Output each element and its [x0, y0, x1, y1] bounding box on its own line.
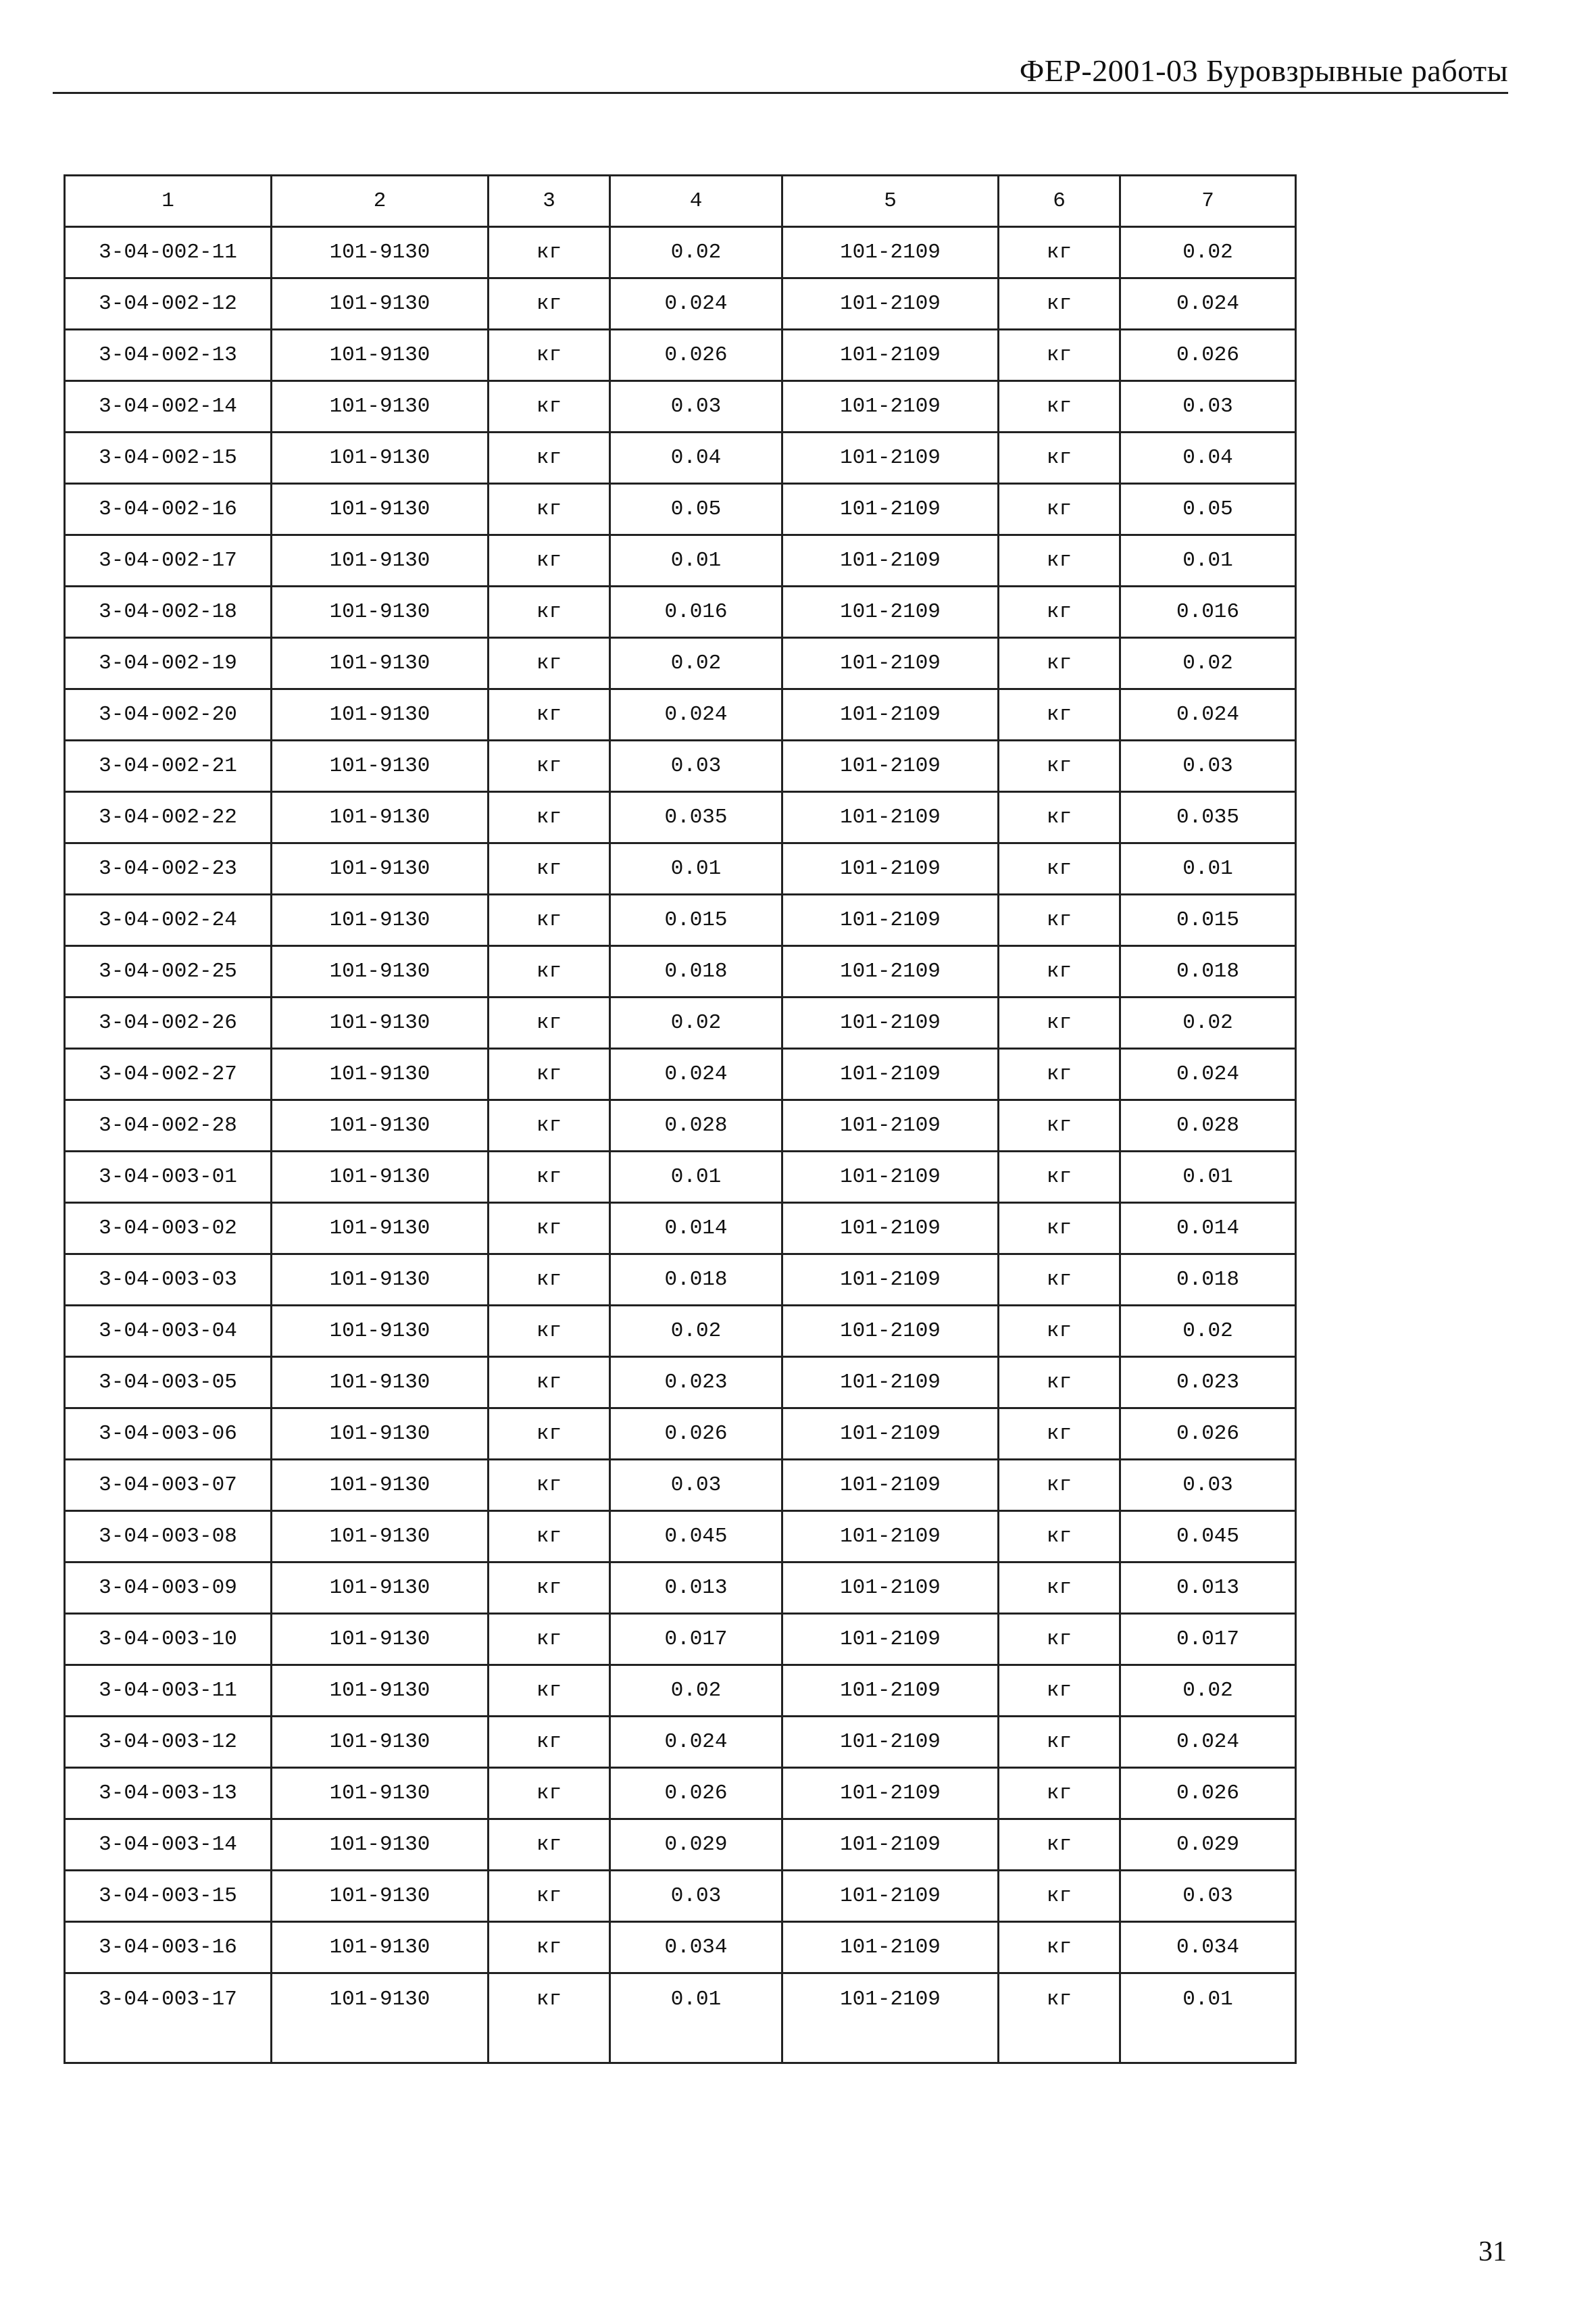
quantity-1-cell: 0.024: [610, 1049, 782, 1100]
material-code-2-cell: 101-2109: [782, 638, 999, 689]
rate-code-cell: 3-04-003-12: [65, 1717, 272, 1768]
unit-2-cell: кг: [999, 1408, 1120, 1460]
table-row: [65, 1152, 1296, 1203]
rate-code-cell: 3-04-002-12: [65, 278, 272, 330]
quantity-2-cell: 0.024: [1120, 1049, 1296, 1100]
quantity-1-cell: 0.018: [610, 1254, 782, 1306]
quantity-1-cell: 0.01: [610, 843, 782, 895]
quantity-2-cell: 0.017: [1120, 1614, 1296, 1665]
quantity-1-cell: 0.013: [610, 1562, 782, 1614]
material-code-1-cell: 101-9130: [272, 381, 489, 433]
table-row: [65, 1254, 1296, 1306]
quantity-2-cell: 0.013: [1120, 1562, 1296, 1614]
quantity-1-cell: 0.01: [610, 1973, 782, 2063]
material-code-1-cell: 101-9130: [272, 1152, 489, 1203]
material-code-1-cell: 101-9130: [272, 1922, 489, 1973]
table-row: [65, 433, 1296, 484]
column-header: 1: [65, 176, 272, 227]
quantity-1-cell: 0.03: [610, 381, 782, 433]
unit-2-cell: кг: [999, 330, 1120, 381]
rate-code-cell: 3-04-002-19: [65, 638, 272, 689]
material-code-1-cell: 101-9130: [272, 1871, 489, 1922]
material-code-2-cell: 101-2109: [782, 1152, 999, 1203]
quantity-2-cell: 0.024: [1120, 1717, 1296, 1768]
material-code-1-cell: 101-9130: [272, 1562, 489, 1614]
rate-code-cell: 3-04-003-03: [65, 1254, 272, 1306]
rate-code-cell: 3-04-003-02: [65, 1203, 272, 1254]
quantity-2-cell: 0.028: [1120, 1100, 1296, 1152]
unit-2-cell: кг: [999, 381, 1120, 433]
unit-2-cell: кг: [999, 741, 1120, 792]
quantity-1-cell: 0.02: [610, 227, 782, 278]
quantity-1-cell: 0.01: [610, 1152, 782, 1203]
quantity-2-cell: 0.02: [1120, 227, 1296, 278]
material-code-2-cell: 101-2109: [782, 1614, 999, 1665]
material-code-2-cell: 101-2109: [782, 1460, 999, 1511]
material-code-1-cell: 101-9130: [272, 1511, 489, 1562]
rate-code-cell: 3-04-003-04: [65, 1306, 272, 1357]
material-code-1-cell: 101-9130: [272, 1614, 489, 1665]
table-header-row: [65, 176, 1296, 227]
quantity-1-cell: 0.017: [610, 1614, 782, 1665]
table-row: [65, 1511, 1296, 1562]
quantity-2-cell: 0.01: [1120, 1152, 1296, 1203]
material-code-1-cell: 101-9130: [272, 433, 489, 484]
rate-code-cell: 3-04-003-17: [65, 1973, 272, 2063]
unit-1-cell: кг: [489, 1306, 610, 1357]
table-body: [65, 227, 1296, 2063]
quantity-2-cell: 0.02: [1120, 1306, 1296, 1357]
quantity-2-cell: 0.01: [1120, 1973, 1296, 2063]
rate-code-cell: 3-04-003-01: [65, 1152, 272, 1203]
material-code-1-cell: 101-9130: [272, 1819, 489, 1871]
unit-1-cell: кг: [489, 535, 610, 587]
quantity-1-cell: 0.029: [610, 1819, 782, 1871]
unit-1-cell: кг: [489, 792, 610, 843]
resource-table: [64, 174, 1297, 2064]
unit-1-cell: кг: [489, 1922, 610, 1973]
quantity-2-cell: 0.03: [1120, 1460, 1296, 1511]
material-code-2-cell: 101-2109: [782, 1511, 999, 1562]
quantity-1-cell: 0.03: [610, 741, 782, 792]
quantity-1-cell: 0.026: [610, 1408, 782, 1460]
quantity-2-cell: 0.02: [1120, 998, 1296, 1049]
rate-code-cell: 3-04-002-24: [65, 895, 272, 946]
rate-code-cell: 3-04-002-11: [65, 227, 272, 278]
unit-2-cell: кг: [999, 689, 1120, 741]
table-row: [65, 1203, 1296, 1254]
table-row: [65, 1562, 1296, 1614]
material-code-2-cell: 101-2109: [782, 484, 999, 535]
quantity-1-cell: 0.03: [610, 1460, 782, 1511]
material-code-2-cell: 101-2109: [782, 689, 999, 741]
rate-code-cell: 3-04-003-14: [65, 1819, 272, 1871]
material-code-1-cell: 101-9130: [272, 587, 489, 638]
rate-code-cell: 3-04-002-21: [65, 741, 272, 792]
material-code-1-cell: 101-9130: [272, 1100, 489, 1152]
material-code-2-cell: 101-2109: [782, 1871, 999, 1922]
material-code-2-cell: 101-2109: [782, 381, 999, 433]
table-row: [65, 1100, 1296, 1152]
unit-2-cell: кг: [999, 278, 1120, 330]
material-code-1-cell: 101-9130: [272, 535, 489, 587]
material-code-2-cell: 101-2109: [782, 278, 999, 330]
rate-code-cell: 3-04-002-22: [65, 792, 272, 843]
unit-2-cell: кг: [999, 843, 1120, 895]
unit-2-cell: кг: [999, 1306, 1120, 1357]
quantity-2-cell: 0.03: [1120, 741, 1296, 792]
unit-1-cell: кг: [489, 1254, 610, 1306]
unit-2-cell: кг: [999, 1152, 1120, 1203]
unit-2-cell: кг: [999, 1871, 1120, 1922]
table-row: [65, 1973, 1296, 2063]
material-code-1-cell: 101-9130: [272, 227, 489, 278]
material-code-1-cell: 101-9130: [272, 278, 489, 330]
rate-code-cell: 3-04-002-15: [65, 433, 272, 484]
material-code-2-cell: 101-2109: [782, 1203, 999, 1254]
quantity-2-cell: 0.018: [1120, 1254, 1296, 1306]
table-row: [65, 1717, 1296, 1768]
unit-1-cell: кг: [489, 587, 610, 638]
quantity-1-cell: 0.05: [610, 484, 782, 535]
material-code-2-cell: 101-2109: [782, 741, 999, 792]
unit-1-cell: кг: [489, 433, 610, 484]
rate-code-cell: 3-04-002-23: [65, 843, 272, 895]
material-code-1-cell: 101-9130: [272, 638, 489, 689]
rate-code-cell: 3-04-002-28: [65, 1100, 272, 1152]
table-row: [65, 1768, 1296, 1819]
material-code-1-cell: 101-9130: [272, 1357, 489, 1408]
material-code-2-cell: 101-2109: [782, 535, 999, 587]
rate-code-cell: 3-04-003-09: [65, 1562, 272, 1614]
unit-1-cell: кг: [489, 741, 610, 792]
unit-1-cell: кг: [489, 227, 610, 278]
column-header: 4: [610, 176, 782, 227]
quantity-1-cell: 0.015: [610, 895, 782, 946]
material-code-1-cell: 101-9130: [272, 1973, 489, 2063]
quantity-1-cell: 0.03: [610, 1871, 782, 1922]
quantity-1-cell: 0.024: [610, 689, 782, 741]
rate-code-cell: 3-04-002-13: [65, 330, 272, 381]
quantity-2-cell: 0.01: [1120, 843, 1296, 895]
quantity-1-cell: 0.018: [610, 946, 782, 998]
unit-2-cell: кг: [999, 1100, 1120, 1152]
material-code-1-cell: 101-9130: [272, 946, 489, 998]
quantity-1-cell: 0.034: [610, 1922, 782, 1973]
unit-1-cell: кг: [489, 330, 610, 381]
material-code-2-cell: 101-2109: [782, 1408, 999, 1460]
quantity-2-cell: 0.035: [1120, 792, 1296, 843]
quantity-2-cell: 0.026: [1120, 1768, 1296, 1819]
column-header: 7: [1120, 176, 1296, 227]
material-code-2-cell: 101-2109: [782, 587, 999, 638]
header-rule: [53, 92, 1508, 94]
material-code-2-cell: 101-2109: [782, 1973, 999, 2063]
unit-2-cell: кг: [999, 587, 1120, 638]
page-header-title: ФЕР-2001-03 Буровзрывные работы: [1019, 53, 1508, 88]
quantity-2-cell: 0.014: [1120, 1203, 1296, 1254]
unit-2-cell: кг: [999, 1768, 1120, 1819]
table-row: [65, 1871, 1296, 1922]
unit-2-cell: кг: [999, 1614, 1120, 1665]
rate-code-cell: 3-04-003-06: [65, 1408, 272, 1460]
quantity-1-cell: 0.026: [610, 330, 782, 381]
unit-1-cell: кг: [489, 1357, 610, 1408]
quantity-2-cell: 0.04: [1120, 433, 1296, 484]
quantity-2-cell: 0.029: [1120, 1819, 1296, 1871]
quantity-1-cell: 0.035: [610, 792, 782, 843]
quantity-2-cell: 0.03: [1120, 381, 1296, 433]
rate-code-cell: 3-04-002-16: [65, 484, 272, 535]
material-code-2-cell: 101-2109: [782, 1357, 999, 1408]
unit-2-cell: кг: [999, 1922, 1120, 1973]
table-row: [65, 381, 1296, 433]
material-code-2-cell: 101-2109: [782, 1049, 999, 1100]
quantity-1-cell: 0.04: [610, 433, 782, 484]
quantity-2-cell: 0.023: [1120, 1357, 1296, 1408]
unit-1-cell: кг: [489, 1562, 610, 1614]
rate-code-cell: 3-04-002-26: [65, 998, 272, 1049]
quantity-1-cell: 0.023: [610, 1357, 782, 1408]
unit-2-cell: кг: [999, 1460, 1120, 1511]
material-code-2-cell: 101-2109: [782, 998, 999, 1049]
page-number: 31: [1478, 2236, 1507, 2267]
material-code-1-cell: 101-9130: [272, 689, 489, 741]
unit-2-cell: кг: [999, 484, 1120, 535]
table-row: [65, 843, 1296, 895]
unit-1-cell: кг: [489, 1203, 610, 1254]
quantity-2-cell: 0.01: [1120, 535, 1296, 587]
quantity-2-cell: 0.026: [1120, 330, 1296, 381]
rate-code-cell: 3-04-002-14: [65, 381, 272, 433]
table-row: [65, 330, 1296, 381]
unit-2-cell: кг: [999, 1665, 1120, 1717]
table-row: [65, 1460, 1296, 1511]
unit-1-cell: кг: [489, 484, 610, 535]
material-code-1-cell: 101-9130: [272, 330, 489, 381]
table-row: [65, 1357, 1296, 1408]
rate-code-cell: 3-04-002-27: [65, 1049, 272, 1100]
table-row: [65, 998, 1296, 1049]
rate-code-cell: 3-04-003-05: [65, 1357, 272, 1408]
material-code-1-cell: 101-9130: [272, 741, 489, 792]
rate-code-cell: 3-04-003-07: [65, 1460, 272, 1511]
unit-2-cell: кг: [999, 1203, 1120, 1254]
unit-2-cell: кг: [999, 1254, 1120, 1306]
unit-1-cell: кг: [489, 1973, 610, 2063]
quantity-2-cell: 0.02: [1120, 638, 1296, 689]
material-code-2-cell: 101-2109: [782, 1100, 999, 1152]
material-code-2-cell: 101-2109: [782, 1819, 999, 1871]
material-code-1-cell: 101-9130: [272, 792, 489, 843]
quantity-2-cell: 0.015: [1120, 895, 1296, 946]
table-row: [65, 1614, 1296, 1665]
material-code-1-cell: 101-9130: [272, 843, 489, 895]
quantity-1-cell: 0.02: [610, 638, 782, 689]
quantity-1-cell: 0.02: [610, 1306, 782, 1357]
unit-1-cell: кг: [489, 946, 610, 998]
table-row: [65, 227, 1296, 278]
unit-2-cell: кг: [999, 227, 1120, 278]
rate-code-cell: 3-04-002-17: [65, 535, 272, 587]
material-code-1-cell: 101-9130: [272, 1665, 489, 1717]
rate-code-cell: 3-04-003-16: [65, 1922, 272, 1973]
unit-2-cell: кг: [999, 1717, 1120, 1768]
material-code-2-cell: 101-2109: [782, 1562, 999, 1614]
material-code-1-cell: 101-9130: [272, 998, 489, 1049]
unit-2-cell: кг: [999, 792, 1120, 843]
material-code-2-cell: 101-2109: [782, 792, 999, 843]
material-code-2-cell: 101-2109: [782, 1922, 999, 1973]
material-code-2-cell: 101-2109: [782, 895, 999, 946]
quantity-1-cell: 0.02: [610, 1665, 782, 1717]
table-row: [65, 1819, 1296, 1871]
table-row: [65, 1408, 1296, 1460]
material-code-1-cell: 101-9130: [272, 1408, 489, 1460]
table-row: [65, 1922, 1296, 1973]
unit-1-cell: кг: [489, 1460, 610, 1511]
quantity-1-cell: 0.024: [610, 278, 782, 330]
material-code-2-cell: 101-2109: [782, 946, 999, 998]
quantity-1-cell: 0.045: [610, 1511, 782, 1562]
quantity-2-cell: 0.02: [1120, 1665, 1296, 1717]
unit-1-cell: кг: [489, 1408, 610, 1460]
unit-1-cell: кг: [489, 1768, 610, 1819]
rate-code-cell: 3-04-003-11: [65, 1665, 272, 1717]
column-header: 6: [999, 176, 1120, 227]
table-row: [65, 792, 1296, 843]
rate-code-cell: 3-04-003-08: [65, 1511, 272, 1562]
rate-code-cell: 3-04-003-15: [65, 1871, 272, 1922]
table-row: [65, 1049, 1296, 1100]
unit-1-cell: кг: [489, 843, 610, 895]
unit-1-cell: кг: [489, 1819, 610, 1871]
material-code-1-cell: 101-9130: [272, 1306, 489, 1357]
material-code-1-cell: 101-9130: [272, 1254, 489, 1306]
unit-2-cell: кг: [999, 1357, 1120, 1408]
unit-1-cell: кг: [489, 278, 610, 330]
unit-1-cell: кг: [489, 1871, 610, 1922]
quantity-1-cell: 0.024: [610, 1717, 782, 1768]
material-code-2-cell: 101-2109: [782, 1306, 999, 1357]
table-row: [65, 484, 1296, 535]
quantity-1-cell: 0.028: [610, 1100, 782, 1152]
material-code-1-cell: 101-9130: [272, 1717, 489, 1768]
quantity-2-cell: 0.016: [1120, 587, 1296, 638]
unit-1-cell: кг: [489, 1511, 610, 1562]
unit-2-cell: кг: [999, 433, 1120, 484]
table-row: [65, 278, 1296, 330]
quantity-2-cell: 0.034: [1120, 1922, 1296, 1973]
quantity-1-cell: 0.02: [610, 998, 782, 1049]
quantity-2-cell: 0.05: [1120, 484, 1296, 535]
unit-1-cell: кг: [489, 689, 610, 741]
material-code-2-cell: 101-2109: [782, 330, 999, 381]
quantity-1-cell: 0.016: [610, 587, 782, 638]
table-row: [65, 1665, 1296, 1717]
unit-1-cell: кг: [489, 895, 610, 946]
quantity-2-cell: 0.03: [1120, 1871, 1296, 1922]
column-header: 2: [272, 176, 489, 227]
unit-2-cell: кг: [999, 1049, 1120, 1100]
quantity-2-cell: 0.026: [1120, 1408, 1296, 1460]
table-row: [65, 535, 1296, 587]
table-row: [65, 741, 1296, 792]
material-code-1-cell: 101-9130: [272, 1049, 489, 1100]
table-row: [65, 689, 1296, 741]
unit-1-cell: кг: [489, 1100, 610, 1152]
unit-2-cell: кг: [999, 1511, 1120, 1562]
unit-2-cell: кг: [999, 1973, 1120, 2063]
quantity-2-cell: 0.018: [1120, 946, 1296, 998]
column-header: 3: [489, 176, 610, 227]
table-row: [65, 1306, 1296, 1357]
material-code-2-cell: 101-2109: [782, 227, 999, 278]
rate-code-cell: 3-04-002-18: [65, 587, 272, 638]
quantity-2-cell: 0.024: [1120, 689, 1296, 741]
rate-code-cell: 3-04-003-10: [65, 1614, 272, 1665]
rate-code-cell: 3-04-002-20: [65, 689, 272, 741]
table-row: [65, 895, 1296, 946]
unit-2-cell: кг: [999, 535, 1120, 587]
rate-code-cell: 3-04-002-25: [65, 946, 272, 998]
quantity-1-cell: 0.026: [610, 1768, 782, 1819]
unit-1-cell: кг: [489, 1049, 610, 1100]
material-code-1-cell: 101-9130: [272, 484, 489, 535]
material-code-2-cell: 101-2109: [782, 433, 999, 484]
material-code-2-cell: 101-2109: [782, 1254, 999, 1306]
material-code-2-cell: 101-2109: [782, 1665, 999, 1717]
unit-1-cell: кг: [489, 638, 610, 689]
unit-1-cell: кг: [489, 998, 610, 1049]
table-row: [65, 587, 1296, 638]
column-header: 5: [782, 176, 999, 227]
unit-1-cell: кг: [489, 381, 610, 433]
quantity-2-cell: 0.045: [1120, 1511, 1296, 1562]
material-code-1-cell: 101-9130: [272, 895, 489, 946]
unit-2-cell: кг: [999, 895, 1120, 946]
rate-code-cell: 3-04-003-13: [65, 1768, 272, 1819]
unit-1-cell: кг: [489, 1717, 610, 1768]
material-code-1-cell: 101-9130: [272, 1768, 489, 1819]
unit-2-cell: кг: [999, 1562, 1120, 1614]
unit-1-cell: кг: [489, 1665, 610, 1717]
unit-2-cell: кг: [999, 1819, 1120, 1871]
quantity-2-cell: 0.024: [1120, 278, 1296, 330]
unit-1-cell: кг: [489, 1614, 610, 1665]
quantity-1-cell: 0.01: [610, 535, 782, 587]
quantity-1-cell: 0.014: [610, 1203, 782, 1254]
material-code-1-cell: 101-9130: [272, 1203, 489, 1254]
unit-2-cell: кг: [999, 998, 1120, 1049]
unit-2-cell: кг: [999, 638, 1120, 689]
material-code-2-cell: 101-2109: [782, 1717, 999, 1768]
unit-2-cell: кг: [999, 946, 1120, 998]
material-code-2-cell: 101-2109: [782, 1768, 999, 1819]
material-code-1-cell: 101-9130: [272, 1460, 489, 1511]
material-code-2-cell: 101-2109: [782, 843, 999, 895]
table-row: [65, 638, 1296, 689]
unit-1-cell: кг: [489, 1152, 610, 1203]
table-row: [65, 946, 1296, 998]
